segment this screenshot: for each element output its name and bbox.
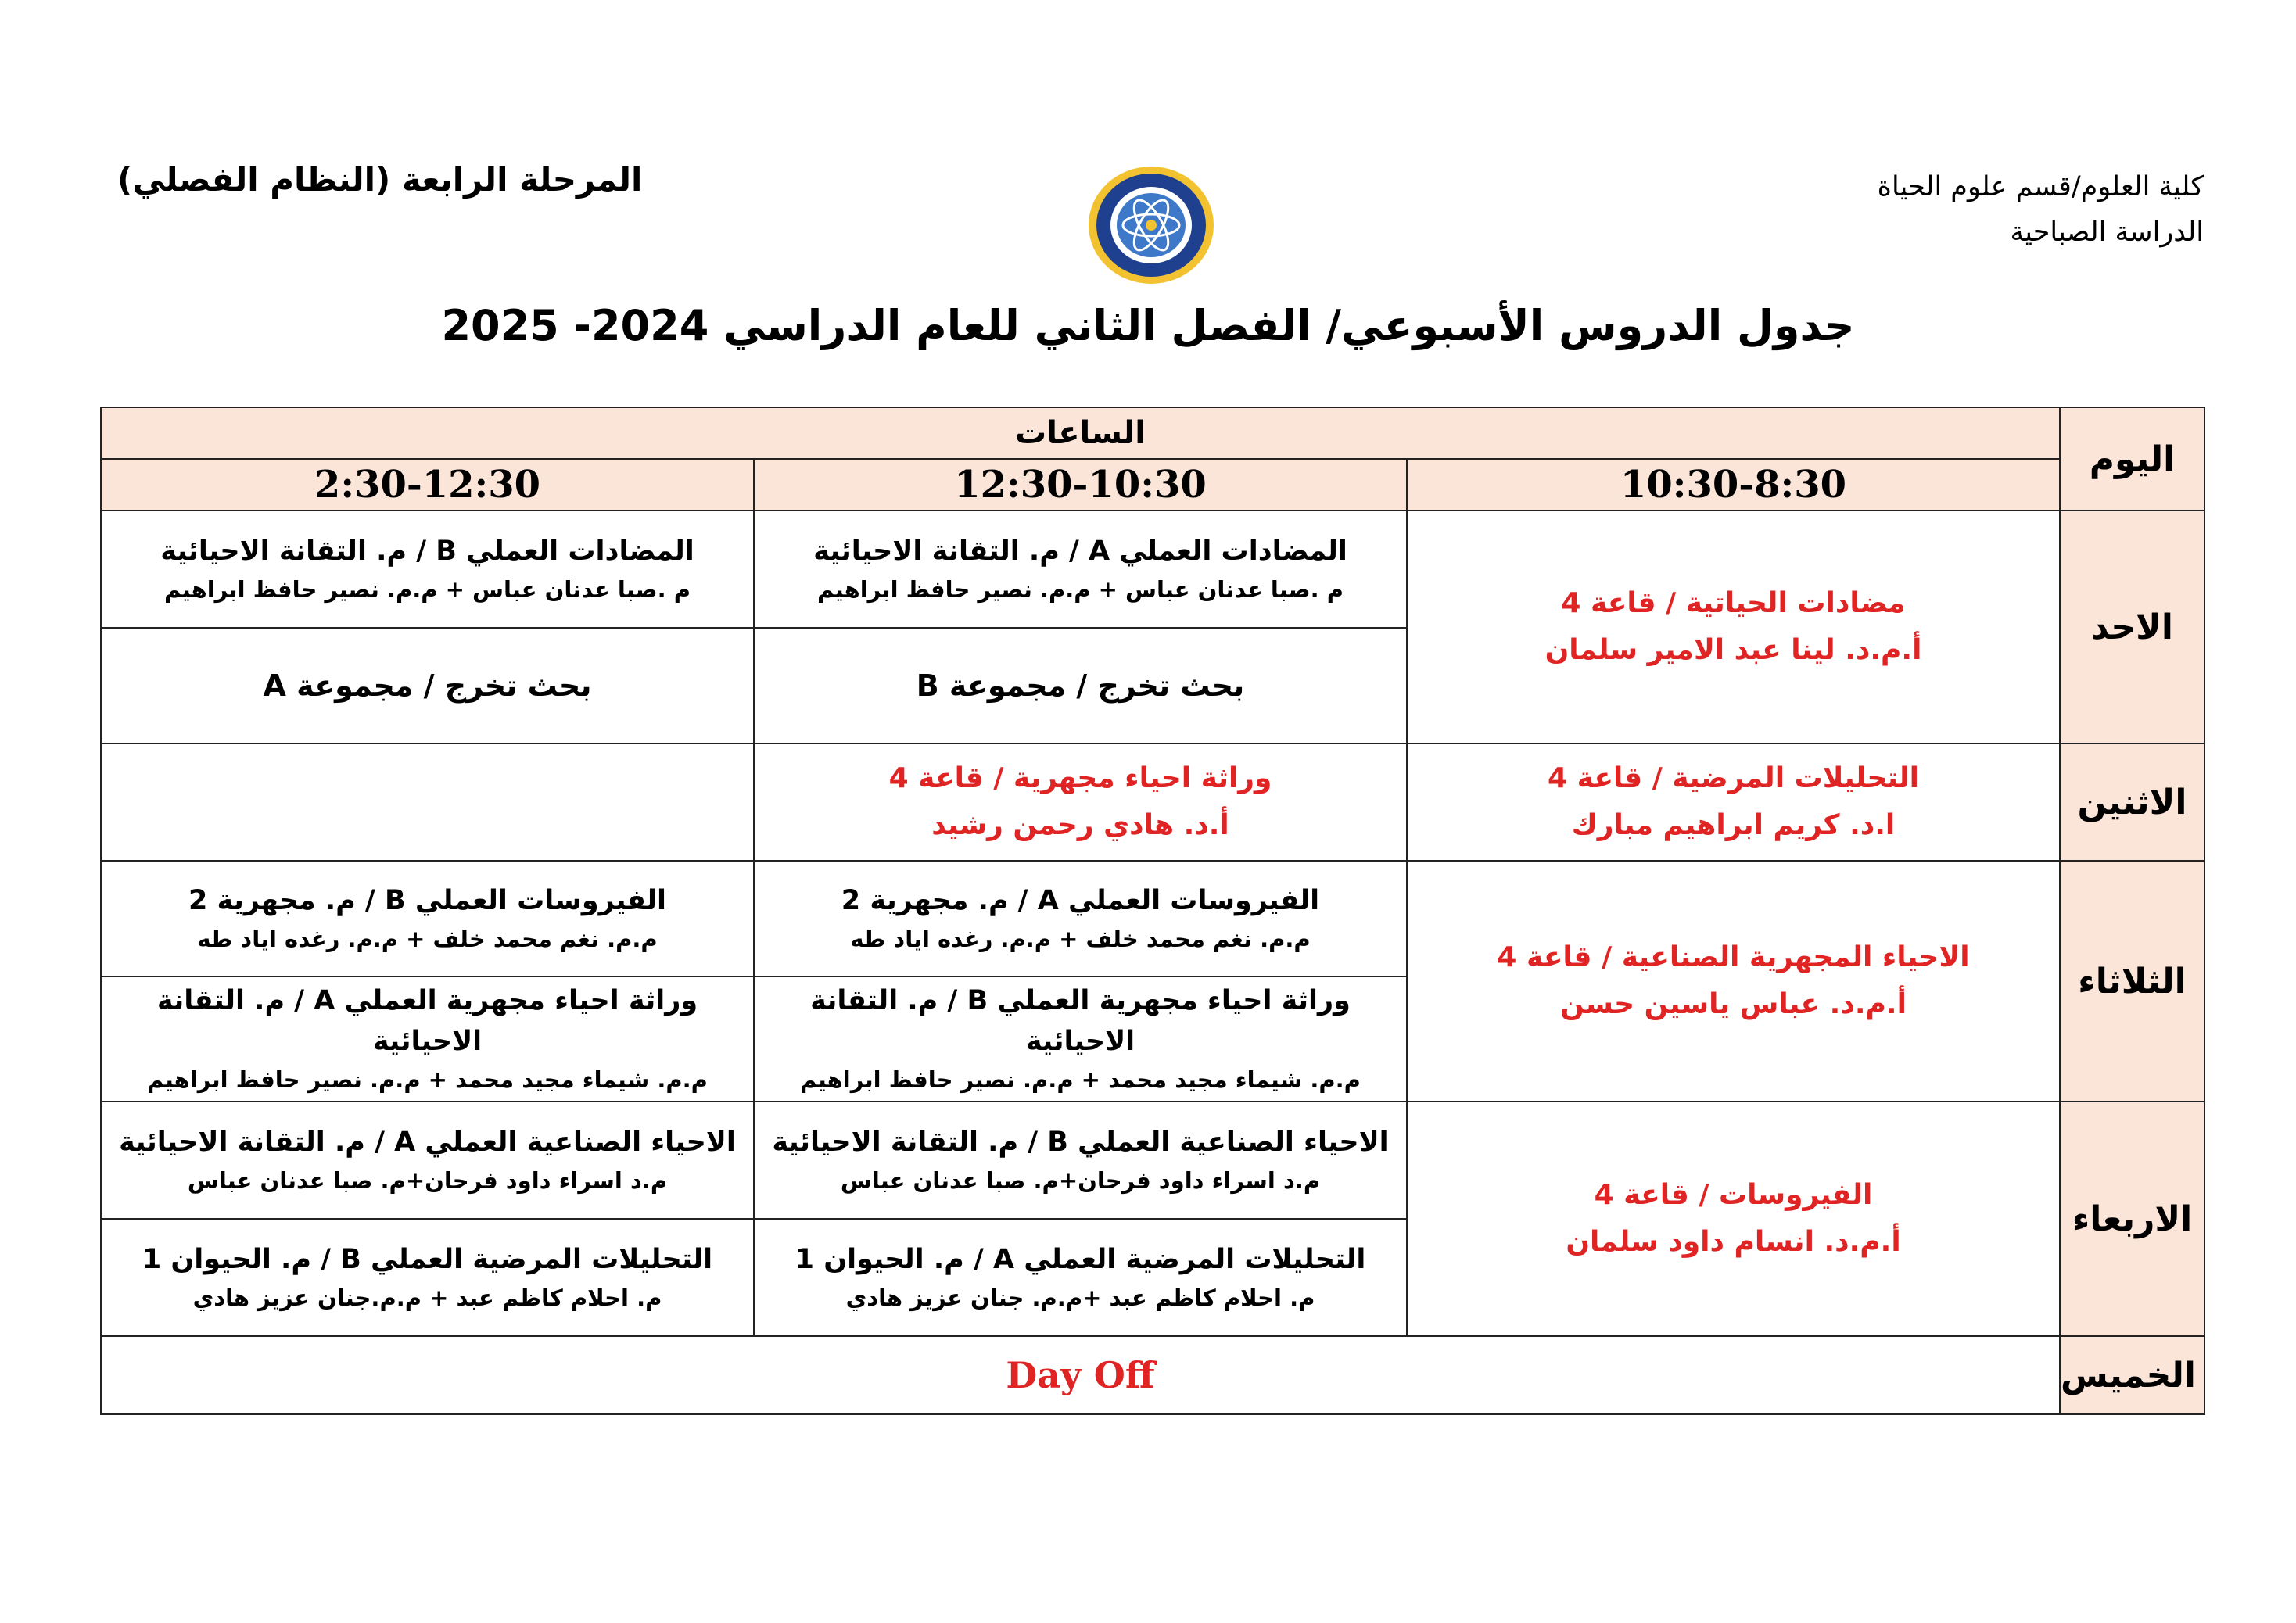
- lab-teachers: م.م. شيماء مجيد محمد + م.م. نصير حافظ ابراهيم: [800, 1066, 1361, 1093]
- lab-title: وراثة احياء مجهرية العملي B / م. التقانة الاحيائية: [810, 985, 1351, 1057]
- thursday-day-off: Day Off: [101, 1336, 2060, 1414]
- day-sunday: الاحد: [2060, 511, 2205, 743]
- weekly-schedule-table: [100, 407, 2205, 1415]
- lab-teachers: م.م. نغم محمد خلف + م.م. رغده اياد طه: [850, 926, 1311, 952]
- lab-teachers: م.م. نغم محمد خلف + م.م. رغده اياد طه: [197, 926, 658, 952]
- monday-slot2-teacher: أ.د. هادي رحمن رشيد: [931, 809, 1229, 841]
- sunday-slot2-lab: [754, 511, 1407, 628]
- sunday-slot3-research: بحث تخرج / مجموعة A: [101, 628, 754, 743]
- lab-title: الفيروسات العملي B / م. مجهرية 2: [188, 885, 666, 916]
- stage-label: المرحلة الرابعة (النظام الفصلي): [117, 160, 643, 199]
- wednesday-slot2-lab-b: [754, 1219, 1407, 1336]
- wednesday-lecture-teacher: أ.م.د. انسام داود سلمان: [1566, 1226, 1901, 1258]
- day-wednesday: الاربعاء: [2060, 1102, 2205, 1336]
- day-monday: الاثنين: [2060, 743, 2205, 861]
- monday-slot2-lecture: [754, 743, 1407, 861]
- schedule-title: جدول الدروس الأسبوعي/ الفصل الثاني للعام الدراسي 2024- 2025: [441, 301, 1855, 350]
- lab-title: وراثة احياء مجهرية العملي A / م. التقانة الاحيائية: [156, 985, 698, 1057]
- lab-title: المضادات العملي B / م. التقانة الاحيائية: [160, 536, 694, 567]
- tuesday-slot2-lab-b: [754, 976, 1407, 1102]
- sunday-slot2-research: بحث تخرج / مجموعة B: [754, 628, 1407, 743]
- monday-lecture-subject: التحليلات المرضية / قاعة 4: [1548, 762, 1919, 794]
- lab-title: الاحياء الصناعية العملي A / م. التقانة الاحيائية: [119, 1127, 736, 1158]
- day-tuesday: الثلاثاء: [2060, 861, 2205, 1102]
- college-header: [1878, 164, 2204, 255]
- lab-title: الفيروسات العملي A / م. مجهرية 2: [841, 885, 1320, 916]
- monday-lecture-teacher: ا.د. كريم ابراهيم مبارك: [1571, 809, 1896, 841]
- tuesday-slot3-lab-b: [101, 976, 754, 1102]
- sunday-lecture-subject: مضادات الحياتية / قاعة 4: [1561, 587, 1906, 619]
- wednesday-slot3-lab-b: [101, 1219, 754, 1336]
- sunday-lecture-teacher: أ.م.د. لينا عبد الامير سلمان: [1544, 634, 1922, 666]
- monday-lecture: [1407, 743, 2060, 861]
- day-thursday: الخميس: [2060, 1336, 2205, 1414]
- lab-teachers: م .صبا عدنان عباس + م.م. نصير حافظ ابراهيم: [164, 576, 691, 603]
- wednesday-lecture-subject: الفيروسات / قاعة 4: [1594, 1179, 1873, 1211]
- college-name: كلية العلوم/قسم علوم الحياة: [1877, 171, 2204, 202]
- sunday-lecture: [1407, 511, 2060, 743]
- tuesday-lecture-teacher: أ.م.د. عباس ياسين حسن: [1560, 988, 1907, 1020]
- monday-slot3-empty: [101, 743, 754, 861]
- tuesday-lecture: [1407, 861, 2060, 1102]
- day-column-header: اليوم: [2060, 407, 2205, 511]
- lab-title: الاحياء الصناعية العملي B / م. التقانة الاحيائية: [772, 1127, 1389, 1158]
- lab-teachers: م.م. شيماء مجيد محمد + م.م. نصير حافظ ابراهيم: [147, 1066, 708, 1093]
- sunday-slot3-lab: [101, 511, 754, 628]
- lab-teachers: م .صبا عدنان عباس + م.م. نصير حافظ ابراهيم: [817, 576, 1344, 603]
- wednesday-slot3-lab: [101, 1102, 754, 1219]
- tuesday-slot3-lab: [101, 861, 754, 976]
- lab-title: المضادات العملي A / م. التقانة الاحيائية: [813, 536, 1347, 567]
- university-seal-icon: [1086, 164, 1216, 286]
- hours-header: الساعات: [101, 407, 2060, 459]
- lab-title: التحليلات المرضية العملي A / م. الحيوان 1: [795, 1244, 1366, 1275]
- lab-title: التحليلات المرضية العملي B / م. الحيوان 1: [142, 1244, 713, 1275]
- wednesday-lecture: [1407, 1102, 2060, 1336]
- lab-teachers: م. احلام كاظم عبد +م.م. جنان عزيز هادي: [845, 1284, 1315, 1311]
- wednesday-slot2-lab: [754, 1102, 1407, 1219]
- monday-slot2-subject: وراثة احياء مجهرية / قاعة 4: [888, 762, 1272, 794]
- time-slot-1: 10:30-8:30: [1407, 459, 2060, 511]
- lab-teachers: م.د اسراء داود فرحان+م. صبا عدنان عباس: [840, 1167, 1321, 1194]
- lab-teachers: م. احلام كاظم عبد + م.م.جنان عزيز هادي: [192, 1284, 662, 1311]
- time-slot-3: 2:30-12:30: [101, 459, 754, 511]
- study-type: الدراسة الصباحية: [2010, 217, 2204, 248]
- lab-teachers: م.د اسراء داود فرحان+م. صبا عدنان عباس: [187, 1167, 668, 1194]
- tuesday-slot2-lab: [754, 861, 1407, 976]
- tuesday-lecture-subject: الاحياء المجهرية الصناعية / قاعة 4: [1497, 941, 1970, 973]
- time-slot-2: 12:30-10:30: [754, 459, 1407, 511]
